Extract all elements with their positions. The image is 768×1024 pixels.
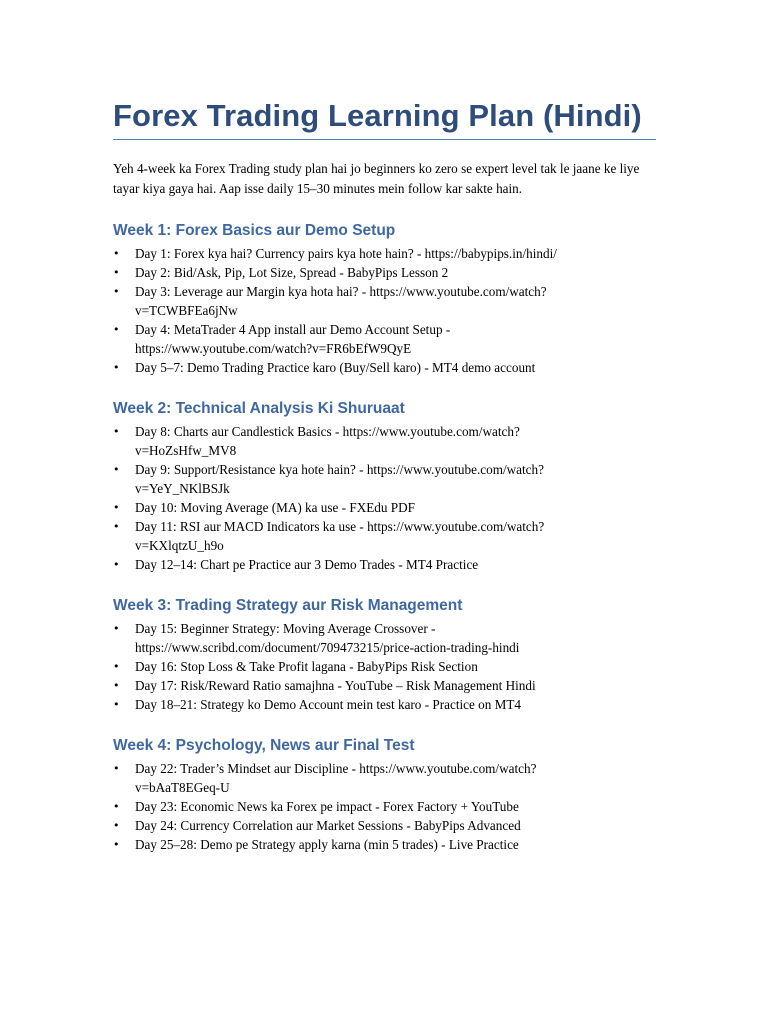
list-item xyxy=(113,555,656,574)
bullet-icon: • xyxy=(113,247,120,260)
list-item-text: Day 18–21: Strategy ko Demo Account mein test karo - Practice on MT4 xyxy=(135,697,522,712)
list-item xyxy=(113,759,656,797)
week-1-list xyxy=(113,244,656,377)
list-item-text: Day 5–7: Demo Trading Practice karo (Buy/Sell karo) - MT4 demo account xyxy=(135,360,536,375)
list-item xyxy=(113,244,656,263)
list-item-text: Day 25–28: Demo pe Strategy apply karna (min 5 trades) - Live Practice xyxy=(135,837,519,852)
list-item-text: Day 8: Charts aur Candlestick Basics - https://www.youtube.com/watch? v=HoZsHfw_MV8 xyxy=(135,424,520,458)
bullet-icon: • xyxy=(113,838,120,851)
list-item xyxy=(113,797,656,816)
week-4-heading: Week 4: Psychology, News aur Final Test xyxy=(113,737,415,754)
week-3-section xyxy=(113,596,656,714)
week-1-section xyxy=(113,221,656,377)
list-item-text: Day 9: Support/Resistance kya hote hain? - https://www.youtube.com/watch? v=YeY_NKlBSJk xyxy=(135,462,544,496)
intro-paragraph: Yeh 4-week ka Forex Trading study plan hai jo beginners ko zero se expert level tak le jaane ke liye tayar kiya gaya hai. Aap isse daily 15–30 minutes mein follow kar sakte hain. xyxy=(113,161,640,196)
list-item-text: Day 12–14: Chart pe Practice aur 3 Demo Trades - MT4 Practice xyxy=(135,557,479,572)
list-item-text: Day 1: Forex kya hai? Currency pairs kya hote hain? - https://babypips.in/hindi/ xyxy=(135,246,557,261)
bullet-icon: • xyxy=(113,819,120,832)
list-item xyxy=(113,816,656,835)
bullet-icon: • xyxy=(113,463,120,476)
list-item xyxy=(113,263,656,282)
bullet-icon: • xyxy=(113,425,120,438)
bullet-icon: • xyxy=(113,679,120,692)
list-item-text: Day 3: Leverage aur Margin kya hota hai? - https://www.youtube.com/watch? v=TCWBFEa6jNw xyxy=(135,284,547,318)
week-1-heading: Week 1: Forex Basics aur Demo Setup xyxy=(113,222,396,239)
list-item xyxy=(113,282,656,320)
bullet-icon: • xyxy=(113,520,120,533)
week-2-list xyxy=(113,422,656,574)
list-item xyxy=(113,619,656,657)
list-item-text: Day 23: Economic News ka Forex pe impact - Forex Factory + YouTube xyxy=(135,799,519,814)
week-4-section xyxy=(113,736,656,854)
bullet-icon: • xyxy=(113,660,120,673)
title-divider xyxy=(113,139,656,140)
list-item-text: Day 24: Currency Correlation aur Market Sessions - BabyPips Advanced xyxy=(135,818,521,833)
bullet-icon: • xyxy=(113,558,120,571)
list-item-text: Day 4: MetaTrader 4 App install aur Demo Account Setup - https://www.youtube.com/watch?v=FR6bEfW9QyE xyxy=(135,322,451,356)
list-item-text: Day 11: RSI aur MACD Indicators ka use - https://www.youtube.com/watch? v=KXlqtzU_h9o xyxy=(135,519,545,553)
bullet-icon: • xyxy=(113,266,120,279)
list-item xyxy=(113,657,656,676)
list-item xyxy=(113,695,656,714)
list-item-text: Day 17: Risk/Reward Ratio samajhna - YouTube – Risk Management Hindi xyxy=(135,678,536,693)
list-item-text: Day 16: Stop Loss & Take Profit lagana - BabyPips Risk Section xyxy=(135,659,478,674)
list-item xyxy=(113,835,656,854)
document-page xyxy=(113,96,656,854)
bullet-icon: • xyxy=(113,622,120,635)
week-3-heading: Week 3: Trading Strategy aur Risk Management xyxy=(113,597,463,614)
bullet-icon: • xyxy=(113,323,120,336)
list-item-text: Day 10: Moving Average (MA) ka use - FXEdu PDF xyxy=(135,500,415,515)
bullet-icon: • xyxy=(113,501,120,514)
list-item xyxy=(113,517,656,555)
week-2-heading: Week 2: Technical Analysis Ki Shuruaat xyxy=(113,400,405,417)
bullet-icon: • xyxy=(113,698,120,711)
bullet-icon: • xyxy=(113,361,120,374)
list-item-text: Day 2: Bid/Ask, Pip, Lot Size, Spread - BabyPips Lesson 2 xyxy=(135,265,449,280)
list-item xyxy=(113,422,656,460)
bullet-icon: • xyxy=(113,762,120,775)
list-item xyxy=(113,498,656,517)
list-item xyxy=(113,358,656,377)
list-item xyxy=(113,320,656,358)
bullet-icon: • xyxy=(113,800,120,813)
list-item-text: Day 15: Beginner Strategy: Moving Average Crossover - https://www.scribd.com/document/709473215/price-action-trading-hindi xyxy=(135,621,520,655)
list-item xyxy=(113,460,656,498)
bullet-icon: • xyxy=(113,285,120,298)
document-title: Forex Trading Learning Plan (Hindi) xyxy=(113,98,642,133)
list-item-text: Day 22: Trader’s Mindset aur Discipline - https://www.youtube.com/watch? v=bAaT8EGeq-U xyxy=(135,761,537,795)
week-4-list xyxy=(113,759,656,854)
week-2-section xyxy=(113,399,656,574)
list-item xyxy=(113,676,656,695)
week-3-list xyxy=(113,619,656,714)
